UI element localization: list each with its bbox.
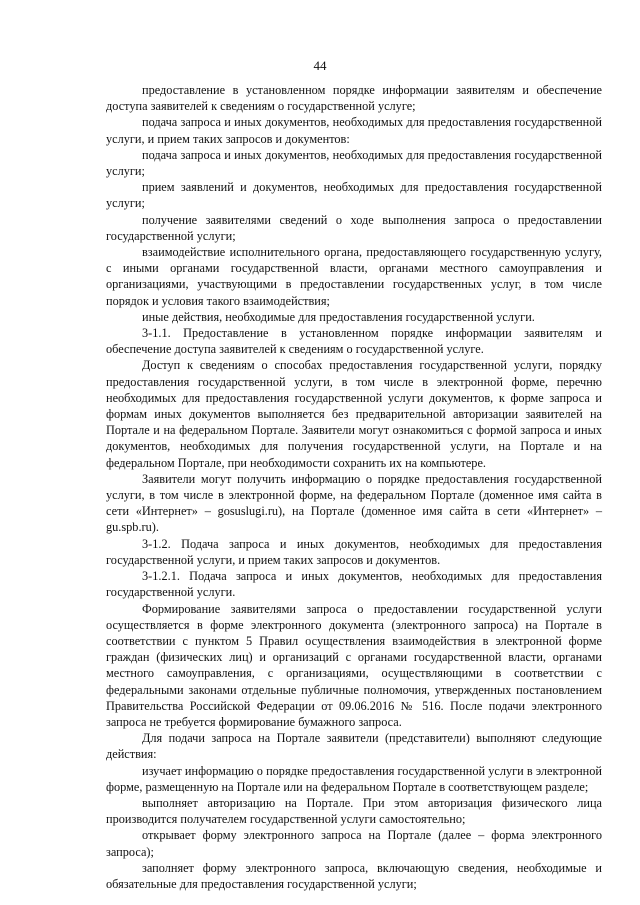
paragraph: получение заявителями сведений о ходе выполнения запроса о предоставлении государственной услуги; bbox=[106, 212, 602, 243]
paragraph: Доступ к сведениям о способах предоставления государственной услуги, порядку предоставления государственной услуги, в том числе в электронной форме, перечню необходимых для предоставления государственной услуги документов, к форме запроса и формам иных документов выполняется без предварительной авторизации заявителей на Портале и на федеральном Портале. Заявители могут ознакомиться с формой запроса и иных документов, необходимых для получения государственной услуги, на Портале и на федеральном Портале, при необходимости сохранить их на компьютере. bbox=[106, 358, 602, 470]
paragraph: взаимодействие исполнительного органа, предоставляющего государственную услугу, с иными органами государственной власти, органами местного самоуправления и организациями, участвующими в предоставлении государственных услуг, в том числе порядок и условия такого взаимодействия; bbox=[106, 245, 602, 308]
document-body bbox=[106, 82, 602, 892]
paragraph: открывает форму электронного запроса на Портале (далее – форма электронного запроса); bbox=[106, 828, 602, 859]
section-heading: 3-1.2. Подача запроса и иных документов, необходимых для предоставления государственной услуги, и прием таких запросов и документов. bbox=[106, 536, 602, 567]
paragraph: прием заявлений и документов, необходимых для предоставления государственной услуги; bbox=[106, 180, 602, 211]
paragraph: Формирование заявителями запроса о предоставлении государственной услуги осуществляется в форме электронного документа (электронного запроса) на Портале в соответствии с пунктом 5 Правил осуществления взаимодействия в электронной форме граждан (физических лиц) и организаций с органами государственной власти, органами местного самоуправления, с организациями, осуществляющими в соответствии с федеральными законами отдельные публичные полномочия, утвержденных постановлением Правительства Российской Федерации от 09.06.2016 № 516. После подачи электронного запроса не требуется формирование бумажного запроса. bbox=[106, 601, 602, 729]
paragraph: заполняет форму электронного запроса, включающую сведения, необходимые и обязательные для предоставления государственной услуги; bbox=[106, 860, 602, 891]
paragraph: изучает информацию о порядке предоставления государственной услуги в электронной форме, размещенную на Портале или на федеральном Портале в соответствующем разделе; bbox=[106, 763, 602, 794]
section-heading: 3-1.1. Предоставление в установленном порядке информации заявителям и обеспечение доступа заявителей к сведениям о государственной услуге. bbox=[106, 326, 602, 357]
section-heading: 3-1.2.1. Подача запроса и иных документов, необходимых для предоставления государственной услуги. bbox=[106, 569, 602, 600]
paragraph: Заявители могут получить информацию о порядке предоставления государственной услуги, в том числе в электронной форме, на федеральном Портале (доменное имя сайта в сети «Интернет» – gosuslugi.ru), на Портале (доменное имя сайта в сети «Интернет» – gu.spb.ru). bbox=[106, 471, 602, 535]
paragraph: подача запроса и иных документов, необходимых для предоставления государственной услуги; bbox=[106, 147, 602, 179]
paragraph: Для подачи запроса на Портале заявители (представители) выполняют следующие действия: bbox=[106, 731, 602, 762]
paragraph: иные действия, необходимые для предоставления государственной услуги. bbox=[142, 309, 535, 324]
paragraph: предоставление в установленном порядке информации заявителям и обеспечение доступа заявителей к сведениям о государственной услуге; bbox=[106, 83, 602, 114]
paragraph: выполняет авторизацию на Портале. При этом авторизация физического лица производится получателем государственной услуги самостоятельно; bbox=[106, 795, 602, 827]
paragraph: подача запроса и иных документов, необходимых для предоставления государственной услуги, и прием таких запросов и документов: bbox=[106, 115, 602, 146]
page-number: 44 bbox=[313, 58, 327, 73]
